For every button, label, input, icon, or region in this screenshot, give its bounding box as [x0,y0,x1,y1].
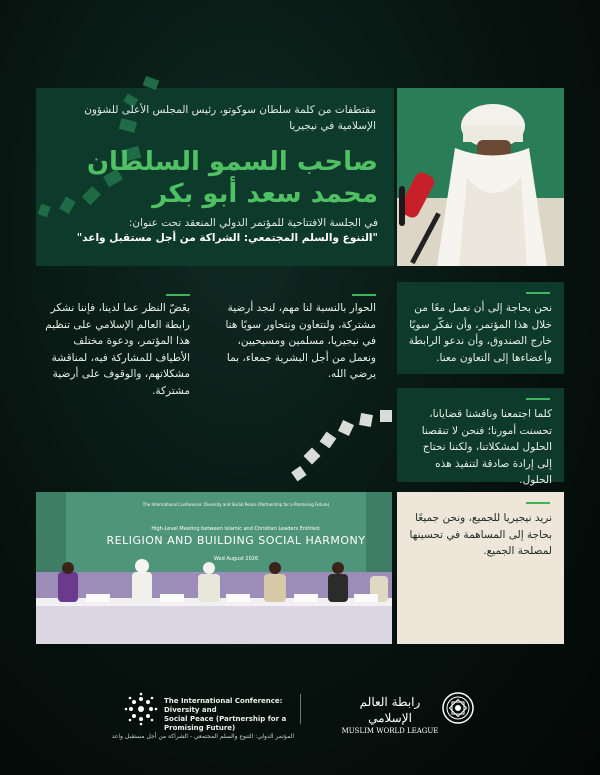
speaker-name [58,146,378,210]
speaker-illustration [397,88,564,266]
speaker-photo [397,88,564,266]
conference-name-en-1: The International Conference: Diversity and [164,697,283,714]
hero-panel [36,88,394,266]
accent-bar [526,398,550,400]
conference-name-en-2: Social Peace (Partnership for a Promising Future) [164,715,287,732]
conference-text [48,216,378,246]
conference-footer-text [111,697,294,741]
footer-divider [300,694,301,724]
quote-card-1 [397,282,564,374]
stage-date: Wed August 2026 [213,556,259,562]
mwl-name-en: MUSLIM WORLD LEAGUE [341,727,439,735]
conference-logo-icon [124,692,158,726]
mwl-name-ar: رابطة العالم الإسلامي [359,695,421,725]
accent-bar [352,294,376,296]
conference-title: "التنوع والسلم المجتمعي: الشراكة من أجل مستقبل واعد" [76,232,378,244]
quote-card-beige [397,492,564,644]
intro-text: مقتطفات من كلمة سلطان سوكوتو، رئيس المجلس الأعلى للشؤون الإسلامية في نيجيريا [84,104,376,132]
quote-left-top: بغَضّ النظر عما لدينا، فإننا نشكر رابطة العالم الإسلامي على تنظيم هذا المؤتمر، ودعوة مختلف الأطياف للمشاركة فيه، لمناقشة مشكلاتهم، والوقوف على أرضية مشتركة. [45,302,190,397]
quote-right-bottom: نريد نيجيريا للجميع، ونحن جميعًا بحاجة إلى المساهمة في تحسينها لمصلحة الجميع. [409,512,552,557]
quote-card-2 [397,388,564,486]
conference-name-ar: المؤتمر الدولي: التنوع والسلم المجتمعي - الشراكة من أجل مستقبل واعد [111,733,294,740]
accent-bar [526,292,550,294]
quote-right-mid: كلما اجتمعنا وناقشنا قضايانا، تحسنت أمورنا؛ فنحن لا تنقصنا الحلول لمشكلاتنا، ولكننا نحتاج إلى إرادة صادقة لتنفيذ هذه الحلول. [421,408,552,486]
stage-illustration [36,492,392,644]
decorative-dots [284,410,394,490]
quote-right-top: نحن بحاجة إلى أن نعمل معًا من خلال هذا المؤتمر، وأن نفكّر سويًا خارج الصندوق، وأن ندعو الرابطة وأعضاءها إلى التعاون معنا. [408,302,552,364]
accent-bar [526,502,550,504]
conference-line1: في الجلسة الافتتاحية للمؤتمر الدولي المنعقد تحت عنوان: [128,217,378,229]
stage-meeting-line: High-Level Meeting between Islamic and Christian Leaders Entitled: [151,526,321,532]
speaker-name-line1: صاحب السمو السلطان [86,147,378,177]
stage-small-title: The International Conference: Diversity and Social Peace (Partnership for a Promising Future) [142,502,330,507]
mwl-text [340,694,440,736]
mwl-emblem-icon [442,692,474,724]
accent-bar [166,294,190,296]
quote-middle-top: الحوار بالنسبة لنا مهم، لنجد أرضية مشتركة، ولنتعاون ونتحاور سويًا هنا في نيجيريا، مسلمين ومسيحيين، ونعمل من أجل البشرية جمعاء، بما يرضي الله. [225,302,376,380]
conference-photo [36,492,392,644]
speaker-name-line2: محمد سعد أبو بكر [152,179,378,209]
stage-headline: RELIGION AND BUILDING SOCIAL HARMONY [106,534,366,547]
